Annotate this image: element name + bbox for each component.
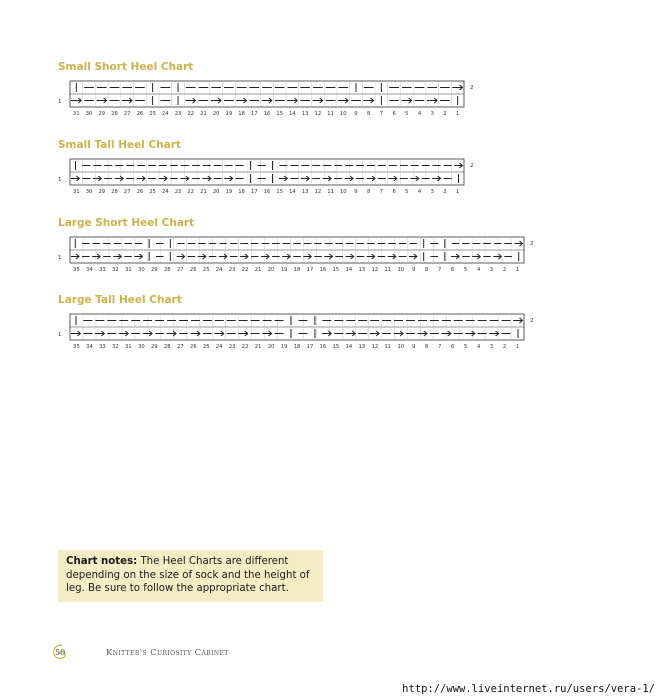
- column-number: 17: [306, 267, 314, 273]
- column-number: 30: [138, 344, 145, 350]
- column-number: 5: [463, 267, 468, 273]
- column-number: 13: [301, 189, 309, 195]
- column-number: 12: [371, 344, 379, 350]
- column-number: 20: [212, 111, 220, 117]
- column-number: 18: [293, 267, 301, 273]
- column-number: 2: [502, 267, 507, 273]
- column-number: 27: [176, 344, 184, 350]
- column-number: 11: [384, 267, 392, 273]
- column-number: 18: [238, 189, 245, 195]
- column-number: 16: [263, 189, 271, 195]
- column-number: 34: [86, 344, 93, 350]
- row-label-right: 2: [470, 163, 474, 169]
- column-number: 19: [225, 189, 233, 195]
- column-number: 15: [276, 189, 284, 195]
- column-number: 14: [345, 344, 353, 350]
- column-number: 8: [367, 189, 371, 195]
- column-number: 7: [379, 111, 384, 117]
- column-number: 26: [189, 267, 197, 273]
- column-number: 18: [293, 344, 301, 350]
- column-number: 16: [263, 111, 271, 117]
- column-number: 15: [332, 267, 340, 273]
- column-number: 9: [354, 111, 358, 117]
- column-number: 14: [345, 267, 353, 273]
- column-number: 13: [301, 111, 309, 117]
- column-number: 16: [319, 344, 327, 350]
- chart-notes-box: [58, 550, 323, 602]
- column-number: 13: [358, 267, 366, 273]
- column-number: 30: [85, 111, 93, 117]
- column-number: 14: [289, 111, 296, 117]
- column-number: 31: [73, 189, 80, 195]
- column-number: 11: [327, 111, 334, 117]
- page-number: [50, 642, 74, 662]
- column-number: 8: [367, 111, 371, 117]
- column-number: 18: [238, 111, 245, 117]
- column-number: 25: [149, 189, 156, 195]
- column-number: 17: [306, 344, 314, 350]
- column-number: 35: [73, 267, 80, 273]
- column-number: 22: [187, 189, 195, 195]
- column-number: 27: [176, 267, 184, 273]
- column-number: 12: [314, 111, 322, 117]
- row-label-left: 1: [58, 99, 62, 105]
- row-label-left: 1: [58, 177, 62, 183]
- column-number: 20: [267, 267, 275, 273]
- column-number: 1: [515, 267, 520, 273]
- row-label-right: 2: [530, 241, 534, 247]
- column-number: 9: [354, 189, 358, 195]
- chart-title: Large Short Heel Chart: [58, 217, 195, 229]
- column-number: 28: [163, 267, 171, 273]
- chart-title: Large Tall Heel Chart: [58, 294, 182, 306]
- column-number: 5: [405, 111, 409, 117]
- row-label-right: 2: [530, 318, 534, 324]
- column-number: 34: [86, 267, 93, 273]
- column-number: 30: [138, 267, 145, 273]
- column-number: 10: [397, 267, 405, 273]
- column-number: 21: [200, 111, 207, 117]
- column-number: 2: [443, 189, 447, 195]
- column-number: 6: [392, 189, 396, 195]
- column-number: 9: [412, 344, 416, 350]
- column-number: 29: [151, 267, 158, 273]
- column-number: 4: [476, 344, 481, 350]
- column-number: 2: [443, 111, 447, 117]
- column-number: 26: [189, 344, 197, 350]
- column-number: 8: [425, 344, 429, 350]
- column-number: 20: [267, 344, 275, 350]
- column-number: 10: [397, 344, 405, 350]
- column-number: 3: [489, 267, 494, 273]
- column-number: 35: [73, 344, 80, 350]
- column-number: 31: [125, 344, 132, 350]
- column-number: 14: [289, 189, 296, 195]
- column-number: 7: [379, 189, 384, 195]
- column-number: 24: [215, 267, 223, 273]
- column-number: 23: [174, 189, 182, 195]
- column-number: 26: [136, 189, 144, 195]
- chart-title: Small Tall Heel Chart: [58, 139, 181, 151]
- column-number: 6: [451, 267, 455, 273]
- column-number: 17: [250, 189, 258, 195]
- chart-grid: [58, 155, 478, 199]
- chart-title: Small Short Heel Chart: [58, 61, 194, 73]
- column-number: 6: [451, 344, 455, 350]
- column-number: 5: [463, 344, 468, 350]
- column-number: 13: [358, 344, 366, 350]
- page-number-text: 50: [55, 648, 66, 657]
- column-number: 25: [202, 344, 210, 350]
- column-number: 10: [339, 189, 347, 195]
- column-number: 3: [430, 111, 434, 117]
- column-number: 1: [455, 189, 460, 195]
- column-number: 28: [111, 111, 118, 117]
- column-number: 7: [438, 267, 442, 273]
- row-label-left: 1: [58, 332, 62, 338]
- column-number: 4: [476, 267, 481, 273]
- column-number: 15: [332, 344, 340, 350]
- chart-grid: [58, 233, 538, 277]
- row-label-right: 2: [470, 85, 474, 91]
- chart-grid: [58, 310, 538, 354]
- running-footer-title: Knitter's Curiosity Cabinet: [106, 648, 229, 658]
- column-number: 32: [112, 344, 119, 350]
- column-number: 11: [327, 189, 334, 195]
- column-number: 6: [392, 111, 396, 117]
- column-number: 28: [111, 189, 118, 195]
- column-number: 27: [123, 189, 131, 195]
- column-number: 15: [276, 111, 284, 117]
- column-number: 1: [515, 344, 520, 350]
- column-number: 20: [212, 189, 220, 195]
- column-number: 31: [125, 267, 132, 273]
- column-number: 12: [371, 267, 379, 273]
- column-number: 25: [149, 111, 156, 117]
- column-number: 31: [73, 111, 80, 117]
- column-number: 28: [163, 344, 171, 350]
- column-number: 19: [280, 344, 288, 350]
- column-number: 21: [254, 267, 262, 273]
- column-number: 23: [174, 111, 182, 117]
- column-number: 23: [228, 344, 236, 350]
- column-number: 30: [85, 189, 93, 195]
- column-number: 26: [136, 111, 144, 117]
- column-number: 8: [425, 267, 429, 273]
- source-url: http://www.liveinternet.ru/users/vera-1/: [402, 683, 655, 695]
- column-number: 10: [339, 111, 347, 117]
- column-number: 29: [98, 111, 106, 117]
- chart-notes-label: Chart notes:: [66, 556, 138, 567]
- column-number: 24: [162, 111, 169, 117]
- column-number: 29: [98, 189, 106, 195]
- column-number: 24: [162, 189, 169, 195]
- column-number: 4: [417, 111, 422, 117]
- column-number: 25: [202, 267, 210, 273]
- column-number: 27: [123, 111, 131, 117]
- column-number: 21: [254, 344, 262, 350]
- column-number: 19: [225, 111, 233, 117]
- column-number: 32: [112, 267, 119, 273]
- column-number: 22: [241, 344, 249, 350]
- column-number: 3: [489, 344, 494, 350]
- column-number: 17: [250, 111, 258, 117]
- row-label-left: 1: [58, 255, 62, 261]
- column-number: 16: [319, 267, 327, 273]
- column-number: 23: [228, 267, 236, 273]
- column-number: 29: [151, 344, 158, 350]
- column-number: 5: [405, 189, 409, 195]
- column-number: 24: [215, 344, 223, 350]
- column-number: 33: [99, 344, 106, 350]
- chart-notes-text: The Heel Charts are different depending on the size of sock and the height of leg. Be sure to follow the appropriate chart.: [66, 556, 310, 594]
- column-number: 11: [384, 344, 392, 350]
- column-number: 3: [430, 189, 434, 195]
- column-number: 33: [99, 267, 106, 273]
- column-number: 1: [455, 111, 460, 117]
- column-number: 21: [200, 189, 207, 195]
- column-number: 19: [280, 267, 288, 273]
- column-number: 22: [241, 267, 249, 273]
- column-number: 12: [314, 189, 322, 195]
- column-number: 9: [412, 267, 416, 273]
- column-number: 2: [502, 344, 507, 350]
- column-number: 7: [438, 344, 442, 350]
- column-number: 22: [187, 111, 195, 117]
- column-number: 4: [417, 189, 422, 195]
- chart-grid: [58, 77, 478, 121]
